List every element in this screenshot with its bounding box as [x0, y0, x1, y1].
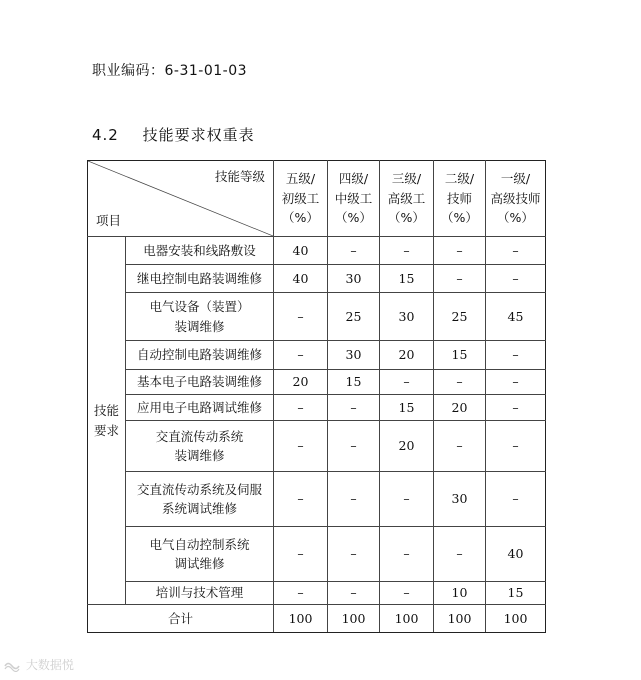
group-label-skill-requirements: [88, 237, 126, 605]
total-label: 合计: [88, 605, 274, 633]
weight-value: 40: [486, 527, 546, 582]
text-line: 高级工: [387, 190, 426, 206]
level-header: [380, 161, 434, 237]
app-logo-icon: [4, 660, 20, 672]
text-line: 培训与技术管理: [155, 585, 244, 601]
weight-value: –: [434, 370, 486, 395]
weight-value: –: [380, 472, 434, 527]
item-name: [126, 395, 274, 421]
weight-value: 15: [380, 265, 434, 293]
table-row: [88, 293, 546, 341]
weight-value: –: [434, 237, 486, 265]
weight-value: –: [380, 527, 434, 582]
weight-value: 45: [486, 293, 546, 341]
corner-cell: [88, 161, 274, 237]
item-name: [126, 582, 274, 605]
total-value: 100: [380, 605, 434, 633]
text-line: 自动控制电路装调维修: [136, 347, 262, 363]
text-line: 装调维修: [174, 318, 225, 334]
total-value: 100: [434, 605, 486, 633]
weight-value: 25: [328, 293, 380, 341]
text-line: 五级/: [285, 171, 316, 187]
text-line: 技师: [446, 190, 472, 206]
watermark-text: 大数据悦: [25, 658, 74, 672]
total-value: 100: [328, 605, 380, 633]
weight-value: 25: [434, 293, 486, 341]
weight-value: –: [274, 472, 328, 527]
level-header: [486, 161, 546, 237]
section-title-text: 技能要求权重表: [142, 126, 255, 144]
text-line: 交直流传动系统: [155, 428, 244, 444]
table-row: [88, 370, 546, 395]
weight-value: 20: [434, 395, 486, 421]
weight-value: –: [274, 395, 328, 421]
text-line: 继电控制电路装调维修: [136, 270, 262, 286]
weight-value: –: [486, 341, 546, 370]
table-row: [88, 265, 546, 293]
table-row: [88, 582, 546, 605]
weight-value: –: [328, 395, 380, 421]
skill-weight-table: [87, 160, 546, 633]
weight-value: –: [274, 582, 328, 605]
weight-value: 20: [380, 341, 434, 370]
weight-value: 30: [328, 265, 380, 293]
total-value: 100: [274, 605, 328, 633]
text-line: 高级技师: [490, 190, 541, 206]
weight-value: –: [434, 265, 486, 293]
item-name: [126, 421, 274, 472]
table-row: [88, 237, 546, 265]
weight-value: –: [380, 237, 434, 265]
weight-value: –: [328, 421, 380, 472]
weight-value: –: [274, 293, 328, 341]
text-line: 电气自动控制系统: [149, 536, 250, 552]
weight-value: 15: [434, 341, 486, 370]
header-row: [88, 161, 546, 237]
corner-label-item: 项目: [96, 212, 122, 228]
weight-value: 40: [274, 265, 328, 293]
level-header: [274, 161, 328, 237]
total-value: 100: [486, 605, 546, 633]
weight-value: –: [486, 472, 546, 527]
item-name: [126, 370, 274, 395]
text-line: 基本电子电路装调维修: [136, 374, 262, 390]
weight-value: –: [486, 395, 546, 421]
weight-value: –: [274, 527, 328, 582]
weight-value: –: [380, 370, 434, 395]
weight-value: –: [274, 421, 328, 472]
weight-value: 40: [274, 237, 328, 265]
section-heading: [92, 124, 255, 145]
corner-label-level: 技能等级: [214, 169, 265, 184]
text-line: （%）: [441, 210, 478, 226]
item-name: [126, 265, 274, 293]
weight-value: 10: [434, 582, 486, 605]
text-line: 要求: [93, 422, 119, 438]
text-line: 系统调试维修: [161, 501, 237, 516]
table-row: [88, 395, 546, 421]
weight-value: –: [328, 237, 380, 265]
item-name: [126, 341, 274, 370]
text-line: （%）: [388, 210, 425, 226]
watermark: [4, 656, 74, 673]
text-line: 二级/: [444, 171, 475, 187]
text-line: 电气设备（装置）: [149, 299, 250, 315]
text-line: 技能: [93, 403, 119, 419]
weight-value: –: [434, 527, 486, 582]
weight-value: 15: [328, 370, 380, 395]
text-line: 一级/: [500, 171, 531, 187]
table-row: [88, 527, 546, 582]
item-name: [126, 472, 274, 527]
text-line: （%）: [335, 210, 372, 226]
text-line: 电器安装和线路敷设: [143, 242, 256, 258]
weight-value: 20: [274, 370, 328, 395]
level-header: [434, 161, 486, 237]
weight-value: 30: [328, 341, 380, 370]
text-line: 装调维修: [174, 448, 225, 463]
table-row: [88, 421, 546, 472]
weight-value: 15: [380, 395, 434, 421]
text-line: 中级工: [334, 190, 373, 206]
text-line: 应用电子电路调试维修: [136, 399, 262, 415]
total-row: [88, 605, 546, 633]
weight-value: –: [434, 421, 486, 472]
text-line: 初级工: [281, 190, 320, 206]
weight-value: 20: [380, 421, 434, 472]
text-line: （%）: [497, 210, 534, 226]
weight-value: –: [328, 472, 380, 527]
item-name: [126, 237, 274, 265]
weight-value: –: [380, 582, 434, 605]
item-name: [126, 527, 274, 582]
weight-value: –: [486, 237, 546, 265]
weight-value: –: [486, 370, 546, 395]
item-name: [126, 293, 274, 341]
weight-value: 30: [380, 293, 434, 341]
text-line: 三级/: [391, 171, 422, 187]
weight-value: 30: [434, 472, 486, 527]
weight-value: –: [328, 527, 380, 582]
text-line: （%）: [282, 210, 319, 226]
job-code: 职业编码：6-31-01-03: [92, 63, 248, 79]
weight-value: –: [486, 265, 546, 293]
level-header: [328, 161, 380, 237]
weight-value: –: [328, 582, 380, 605]
table-row: [88, 472, 546, 527]
text-line: 四级/: [338, 171, 369, 187]
weight-value: –: [486, 421, 546, 472]
section-number: 4.2: [92, 126, 119, 144]
text-line: 交直流传动系统及伺服: [136, 481, 262, 497]
text-line: 调试维修: [174, 556, 225, 571]
weight-value: 15: [486, 582, 546, 605]
table-row: [88, 341, 546, 370]
weight-value: –: [274, 341, 328, 370]
